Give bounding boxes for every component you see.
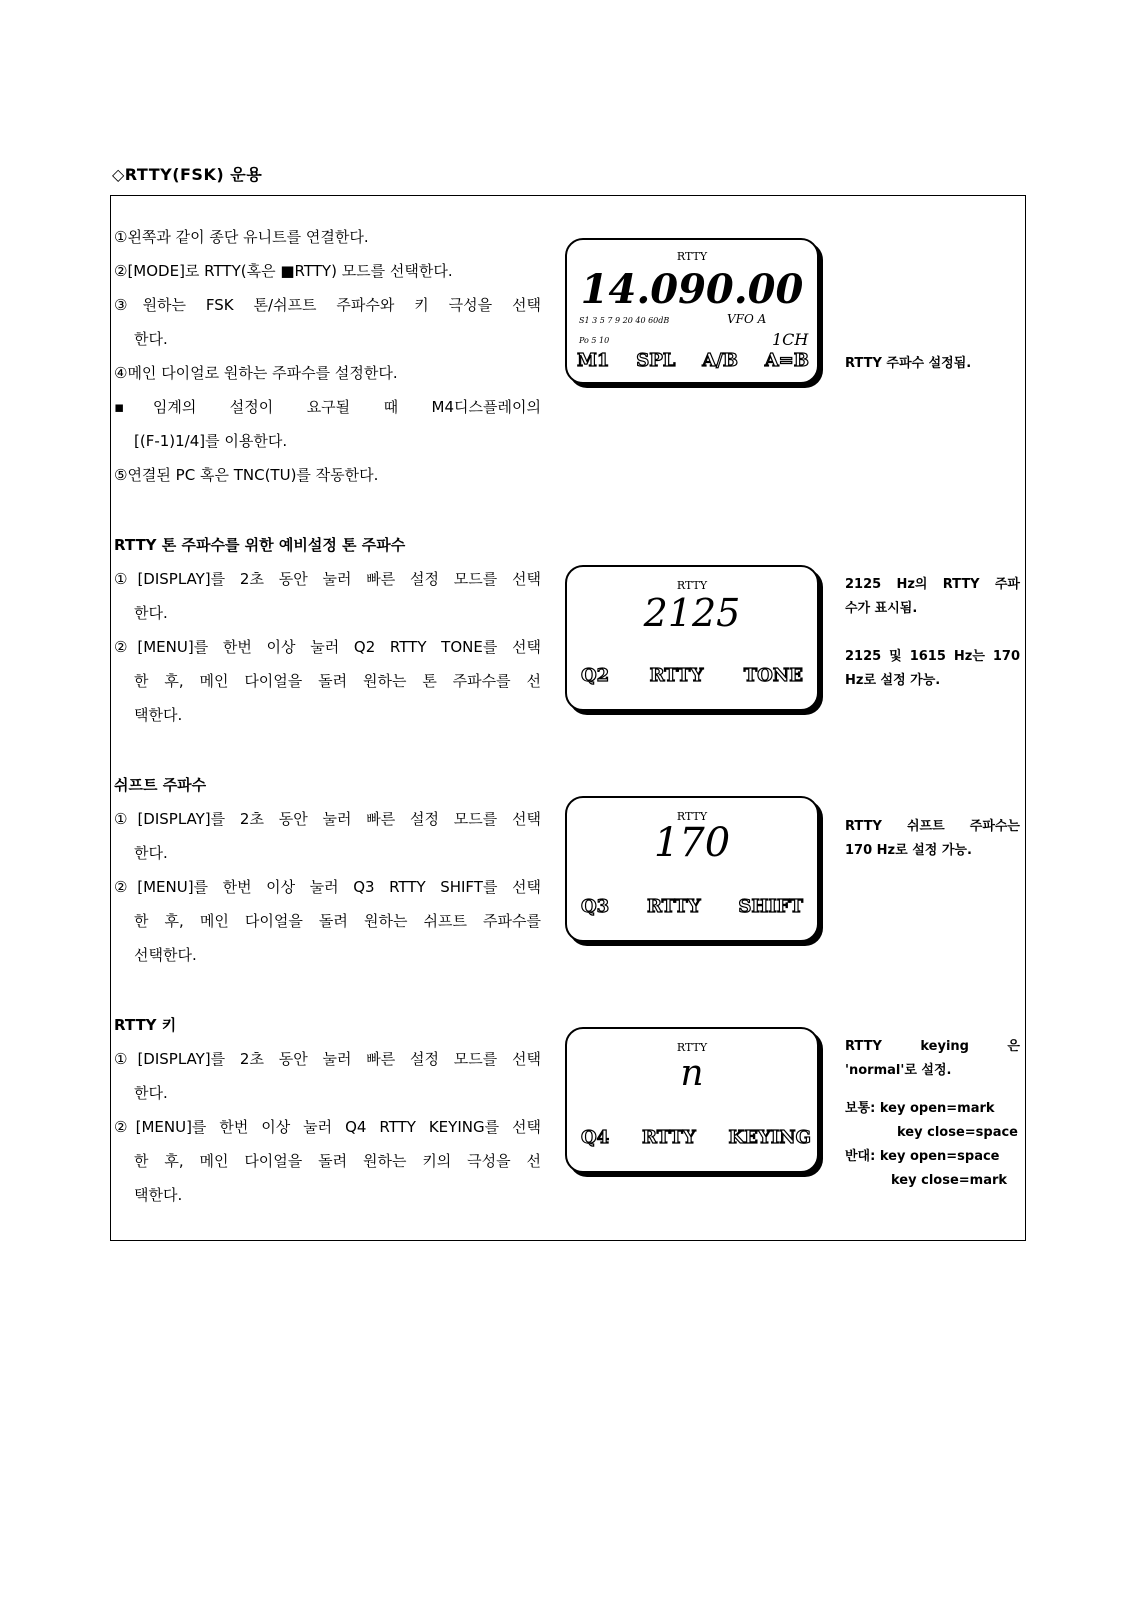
instruction-line: ②[MENU]를 한번 이상 눌러 Q3 RTTY SHIFT를 선택 — [114, 878, 541, 896]
instruction-line: ⑤연결된 PC 혹은 TNC(TU)를 작동한다. — [114, 466, 379, 484]
lcd-softkey: Q4 — [581, 1127, 610, 1148]
instruction-line: 택한다. — [134, 706, 183, 724]
instruction-line: 한 후, 메인 다이얼을 돌려 원하는 키의 극성을 선 — [134, 1152, 541, 1170]
section2-text — [114, 528, 541, 732]
instruction-line: [(F-1)1/4]를 이용한다. — [134, 432, 288, 450]
instruction-line: ①[DISPLAY]를 2초 동안 눌러 빠른 설정 모드를 선택 — [114, 810, 541, 828]
note-line: 2125 및 1615 Hz는 170 — [845, 649, 1020, 664]
note-section2 — [845, 573, 1020, 693]
instruction-line: ①[DISPLAY]를 2초 동안 눌러 빠른 설정 모드를 선택 — [114, 570, 541, 588]
instruction-line: ②[MENU]를 한번 이상 눌러 Q2 RTTY TONE를 선택 — [114, 638, 541, 656]
lcd-display-keying — [565, 1027, 819, 1173]
lcd-softkey: TONE — [743, 665, 803, 686]
section3-text — [114, 768, 541, 972]
lcd-mode-label: RTTY — [676, 579, 708, 592]
note-line: 수가 표시됨. — [845, 601, 918, 616]
instruction-line: 택한다. — [134, 1186, 183, 1204]
lcd-s-meter-scale: S1 3 5 7 9 20 40 60dB — [579, 316, 670, 325]
lcd-softkey: RTTY — [642, 1127, 696, 1148]
note-line: key close=space — [897, 1125, 1018, 1140]
instruction-line: 한다. — [134, 330, 168, 348]
lcd-softkey: A/B — [702, 350, 738, 371]
lcd-softkey: RTTY — [649, 665, 704, 686]
instruction-line: ▪임계의 설정이 요구될 때 M4디스플레이의 — [114, 398, 541, 416]
instruction-line: ④메인 다이얼로 원하는 주파수를 설정한다. — [114, 364, 398, 382]
instruction-line: ①[DISPLAY]를 2초 동안 눌러 빠른 설정 모드를 선택 — [114, 1050, 541, 1068]
lcd-softkey-row — [581, 665, 803, 686]
lcd-value: 170 — [653, 820, 731, 866]
section-heading: RTTY 톤 주파수를 위한 예비설정 톤 주파수 — [114, 536, 406, 554]
note-line: 보통: key open=mark — [845, 1101, 995, 1116]
lcd-softkey-row — [581, 896, 803, 917]
instruction-line: 한 후, 메인 다이얼을 돌려 원하는 톤 주파수를 선 — [134, 672, 541, 690]
lcd-softkey: Q2 — [581, 665, 610, 686]
instruction-line: ②[MENU]를 한번 이상 눌러 Q4 RTTY KEYING를 선택 — [114, 1118, 541, 1136]
lcd-softkey: KEYING — [728, 1127, 811, 1148]
lcd-channel: 1CH — [772, 330, 809, 349]
lcd-display-shift — [565, 796, 819, 942]
page-title: ◇RTTY(FSK) 운용 — [112, 165, 263, 184]
lcd-softkey: SPL — [636, 350, 676, 371]
instruction-line: 한다. — [134, 1084, 168, 1102]
note-line: 반대: key open=space — [845, 1149, 1000, 1164]
instruction-line: 한다. — [134, 604, 168, 622]
lcd-mode-label: RTTY — [676, 1041, 708, 1054]
lcd-display-tone — [565, 565, 819, 711]
note-line: RTTY 주파수 설정됨. — [845, 356, 972, 371]
lcd-mode-label: RTTY — [676, 250, 708, 263]
lcd-softkey-row — [577, 350, 809, 371]
lcd-softkey: RTTY — [646, 896, 701, 917]
instruction-line: 한다. — [134, 844, 168, 862]
section4-text — [114, 1008, 541, 1212]
lcd-value: 2125 — [643, 591, 741, 635]
lcd-po-scale: Po 5 10 — [579, 336, 610, 345]
section1-text — [114, 220, 541, 492]
note-line: RTTY 쉬프트 주파수는 — [845, 819, 1020, 834]
lcd-softkey-row — [581, 1127, 811, 1148]
instruction-line: 선택한다. — [134, 946, 197, 964]
note-section3 — [845, 815, 1020, 863]
section-heading: RTTY 키 — [114, 1016, 177, 1034]
lcd-display-frequency — [565, 238, 819, 384]
lcd-softkey: SHIFT — [738, 896, 803, 917]
lcd-softkey: Q3 — [581, 896, 610, 917]
lcd-value: n — [680, 1053, 704, 1094]
instruction-line: 한 후, 메인 다이얼을 돌려 원하는 쉬프트 주파수를 — [134, 912, 541, 930]
note-line: Hz로 설정 가능. — [845, 673, 941, 688]
note-line: RTTY keying 은 — [845, 1039, 1020, 1054]
note-section1 — [845, 352, 1020, 376]
lcd-mode-label: RTTY — [676, 810, 708, 823]
lcd-softkey: M1 — [577, 350, 610, 371]
instruction-line: ②[MODE]로 RTTY(혹은 ■RTTY) 모드를 선택한다. — [114, 262, 453, 280]
lcd-vfo-label: VFO A — [727, 312, 767, 326]
instruction-line: ③원하는 FSK 톤/쉬프트 주파수와 키 극성을 선택 — [114, 296, 541, 314]
note-line: 'normal'로 설정. — [845, 1063, 952, 1078]
note-section4 — [845, 1035, 1020, 1193]
note-line: 170 Hz로 설정 가능. — [845, 843, 972, 858]
lcd-frequency: 14.090.00 — [580, 266, 804, 313]
section-heading: 쉬프트 주파수 — [114, 776, 207, 794]
instruction-line: ①왼쪽과 같이 종단 유니트를 연결한다. — [114, 228, 369, 246]
note-line: 2125 Hz의 RTTY 주파 — [845, 577, 1020, 592]
lcd-softkey: A=B — [764, 350, 809, 371]
note-line: key close=mark — [891, 1173, 1008, 1188]
